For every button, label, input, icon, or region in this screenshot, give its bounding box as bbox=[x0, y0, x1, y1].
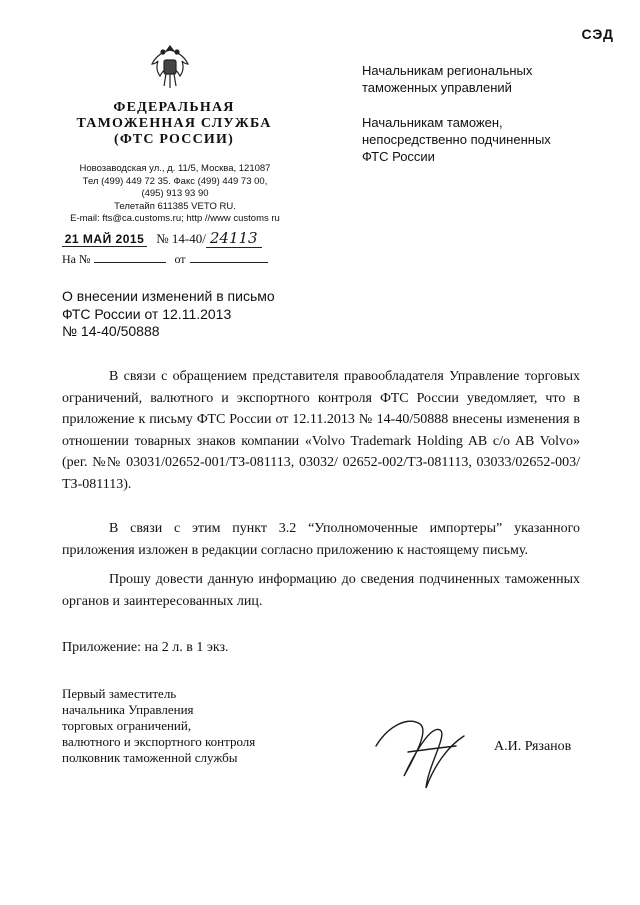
registration-date: 21 МАЙ 2015 bbox=[62, 232, 147, 247]
sender-organization bbox=[64, 100, 284, 148]
registration-number-handwritten: 24113 bbox=[206, 229, 262, 248]
reference-date-blank bbox=[190, 252, 268, 263]
letter-subject bbox=[62, 288, 322, 341]
signer-title-line: Первый заместитель bbox=[62, 686, 177, 701]
subject-line: О внесении изменений в письмо bbox=[62, 288, 275, 304]
addressee-block bbox=[362, 62, 602, 96]
signer-title-line: валютного и экспортного контроля bbox=[62, 734, 256, 749]
reference-from-label: от bbox=[174, 252, 186, 266]
org-line: (ФТС РОССИИ) bbox=[114, 132, 234, 147]
handwritten-signature bbox=[368, 706, 478, 796]
addressee-line: непосредственно подчиненных bbox=[362, 132, 551, 147]
reference-label: На № bbox=[62, 252, 91, 266]
registration-line bbox=[62, 229, 302, 247]
signer-title-line: торговых ограничений, bbox=[62, 718, 192, 733]
signer-title bbox=[62, 686, 255, 766]
sed-mark: СЭД bbox=[581, 26, 614, 42]
paragraph-text: В связи с обращением представителя правообладателя Управление торговых ограничений, валютного и экспортного контроля ФТС России уведомляет, что в приложение к письму ФТС России от 12.11.2013 № 14-40/50888 внесены изменения в отношении товарных знаков компании «Volvo Trademark Holding AB c/o AB Volvo» (рег. №№ 03031/02652-001/ТЗ-081113, 03032/ 02652-002/ТЗ-081113, 03033/02652-003/ТЗ-081113). bbox=[62, 369, 580, 492]
contact-line: (495) 913 93 90 bbox=[141, 188, 209, 200]
paragraph-text: В связи с этим пункт 3.2 “Уполномоченные импортеры” указанного приложения изложен в редакции согласно приложению к настоящему письму. bbox=[62, 521, 580, 558]
signer-title-line: начальника Управления bbox=[62, 702, 194, 717]
addressee-line: таможенных управлений bbox=[362, 80, 512, 95]
russian-coat-of-arms-icon bbox=[148, 42, 192, 92]
org-line: ФЕДЕРАЛЬНАЯ bbox=[113, 100, 235, 115]
body-paragraph bbox=[62, 366, 580, 495]
subject-line: № 14-40/50888 bbox=[62, 323, 160, 339]
paragraph-text: Прошу довести данную информацию до сведения подчиненных таможенных органов и заинтересованных лиц. bbox=[62, 572, 580, 609]
addressee-block bbox=[362, 114, 602, 165]
registration-number-prefix: № 14-40/ bbox=[156, 231, 206, 246]
addressee-line: Начальникам таможен, bbox=[362, 115, 503, 130]
reference-blank bbox=[94, 252, 166, 263]
contact-line: Новозаводская ул., д. 11/5, Москва, 121087 bbox=[79, 163, 271, 174]
body-paragraph bbox=[62, 518, 580, 561]
sender-contacts bbox=[60, 163, 290, 226]
addressee-line: Начальникам региональных bbox=[362, 63, 533, 78]
contact-line: Телетайп 611385 VETO RU. bbox=[114, 200, 236, 212]
attachment-note: Приложение: на 2 л. в 1 экз. bbox=[62, 640, 229, 655]
addressee-line: ФТС России bbox=[362, 149, 435, 164]
reference-line bbox=[62, 252, 268, 267]
contact-line: E-mail: fts@ca.customs.ru; http //www customs ru bbox=[70, 213, 280, 225]
signer-title-line: полковник таможенной службы bbox=[62, 750, 238, 765]
org-line: ТАМОЖЕННАЯ СЛУЖБА bbox=[76, 116, 272, 131]
contact-line: Тел (499) 449 72 35. Факс (499) 449 73 00, bbox=[82, 175, 268, 187]
subject-line: ФТС России от 12.11.2013 bbox=[62, 305, 232, 322]
signer-name: А.И. Рязанов bbox=[494, 739, 572, 754]
body-paragraph bbox=[62, 569, 580, 612]
